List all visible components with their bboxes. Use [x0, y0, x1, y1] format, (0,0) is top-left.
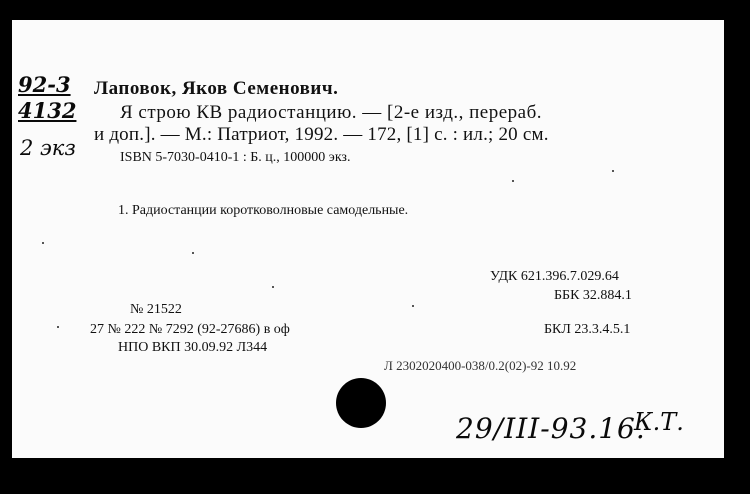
catalog-card: [12, 20, 724, 458]
punch-hole: [336, 378, 386, 428]
shelfmark-1: 92-3: [18, 72, 71, 97]
speck: [512, 180, 514, 182]
title-line-1: Я строю КВ радиостанцию. — [2-е изд., перераб.: [120, 102, 542, 123]
speck: [612, 170, 614, 172]
shelfmark-2: 4132: [18, 98, 77, 123]
handwritten-date: 29/III-93.16.: [456, 412, 646, 445]
handwritten-initials: К.Т.: [634, 408, 684, 436]
bkl-code: БКЛ 23.3.4.5.1: [544, 322, 631, 337]
speck: [412, 305, 414, 307]
order-number: № 21522: [130, 302, 182, 317]
bbk-code: ББК 32.884.1: [554, 288, 632, 303]
speck: [272, 286, 274, 288]
isbn-line: ISBN 5-7030-0410-1 : Б. ц., 100000 экз.: [120, 150, 351, 165]
shelfmark-3: 2 экз: [20, 136, 76, 160]
udk-code: УДК 621.396.7.029.64: [490, 269, 619, 284]
speck: [57, 326, 59, 328]
print-line: 27 № 222 № 7292 (92-27686) в оф: [90, 322, 290, 337]
subject-heading: 1. Радиостанции коротковолновые самодельные.: [118, 203, 409, 218]
author-heading: Лаповок, Яков Семенович.: [94, 78, 339, 99]
code-line: Л 2302020400-038/0.2(02)-92 10.92: [384, 358, 577, 373]
speck: [192, 252, 194, 254]
npo-line: НПО ВКП 30.09.92 Л344: [118, 340, 268, 355]
title-line-2: и доп.]. — М.: Патриот, 1992. — 172, [1] с. : ил.; 20 см.: [94, 124, 549, 145]
speck: [42, 242, 44, 244]
